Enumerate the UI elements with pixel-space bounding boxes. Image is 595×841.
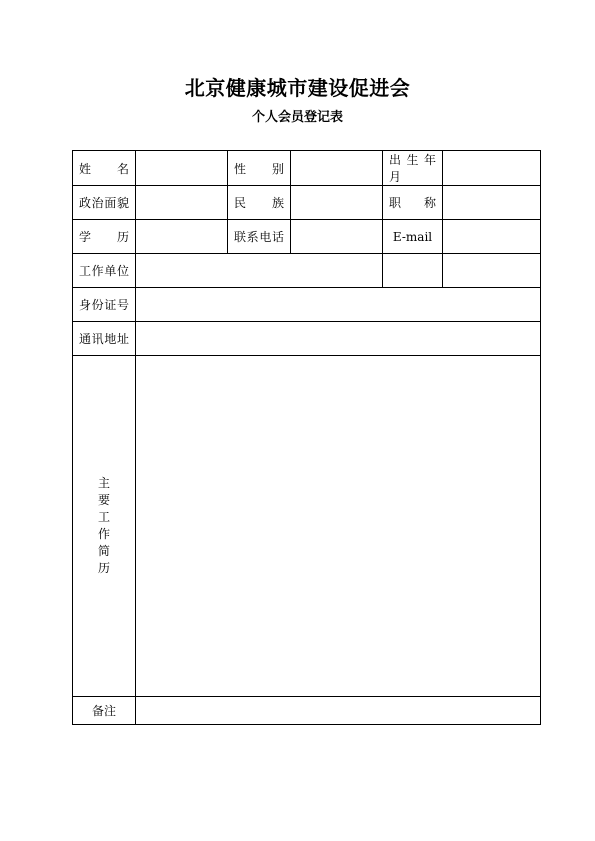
name-field[interactable] (136, 151, 228, 186)
professional-title-label: 职称 (383, 186, 443, 220)
remarks-field[interactable] (136, 697, 541, 725)
education-field[interactable] (136, 220, 228, 254)
form-row-address (73, 322, 541, 356)
political-label: 政治面貌 (73, 186, 136, 220)
work-unit-label: 工作单位 (73, 254, 136, 288)
address-field[interactable] (136, 322, 541, 356)
form-row-remarks (73, 697, 541, 725)
resume-field[interactable] (136, 356, 541, 697)
ethnicity-label: 民族 (228, 186, 291, 220)
form-row-id (73, 288, 541, 322)
email-field[interactable] (443, 220, 541, 254)
id-label: 身份证号 (73, 288, 136, 322)
ethnicity-field[interactable] (291, 186, 383, 220)
birth-field[interactable] (443, 151, 541, 186)
resume-label: 主要工作简历 (97, 476, 110, 575)
work-unit-extra-cell[interactable] (383, 254, 443, 288)
political-field[interactable] (136, 186, 228, 220)
birth-label: 出生年月 (383, 151, 443, 186)
gender-field[interactable] (291, 151, 383, 186)
address-label: 通讯地址 (73, 322, 136, 356)
work-unit-field[interactable] (136, 254, 383, 288)
form-row-education (73, 220, 541, 254)
professional-title-field[interactable] (443, 186, 541, 220)
page-title: 北京健康城市建设促进会 (184, 76, 411, 100)
form-row-political (73, 186, 541, 220)
email-label: E-mail (383, 220, 443, 254)
education-label: 学历 (73, 220, 136, 254)
registration-form-table (72, 150, 541, 725)
form-row-name (73, 151, 541, 186)
gender-label: 性别 (228, 151, 291, 186)
id-field[interactable] (136, 288, 541, 322)
remarks-label: 备注 (73, 697, 136, 725)
form-row-resume (73, 356, 541, 697)
page-subtitle: 个人会员登记表 (251, 110, 343, 125)
form-row-work-unit (73, 254, 541, 288)
resume-label-cell (73, 356, 136, 697)
phone-label: 联系电话 (228, 220, 291, 254)
name-label: 姓名 (73, 151, 136, 186)
phone-field[interactable] (291, 220, 383, 254)
work-unit-extra-field[interactable] (443, 254, 541, 288)
